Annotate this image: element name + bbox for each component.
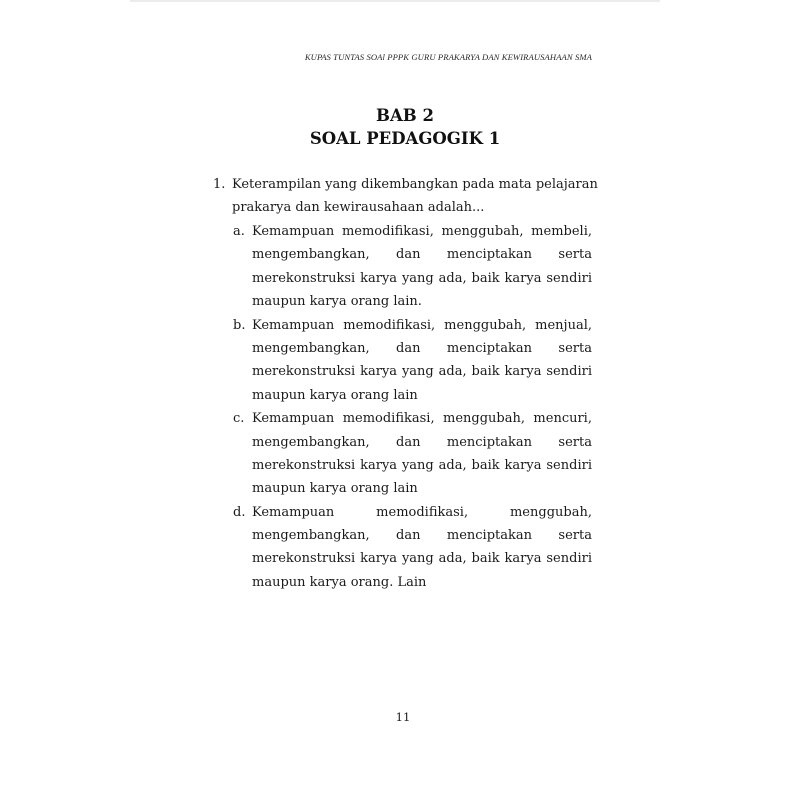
option-word: ada, (438, 551, 467, 567)
option-text-line (252, 243, 592, 266)
option-word: karya (504, 270, 542, 286)
option-text-line (252, 524, 592, 547)
option-word: dan (396, 434, 421, 450)
option-word: menggubah, (509, 504, 592, 520)
question-text-line-2: prakarya dan kewirausahaan adalah... (232, 200, 485, 216)
option-text-line (252, 290, 592, 313)
option-word: merekonstruksi (252, 270, 356, 286)
page-number: 11 (395, 710, 411, 724)
option-word: karya (360, 364, 398, 380)
option-word: yang (401, 364, 434, 380)
option-word: karya (504, 551, 542, 567)
option-label: d. (233, 504, 246, 520)
option-word: karya (360, 551, 398, 567)
option-word: serta (558, 340, 592, 356)
option-word: mengembangkan, (252, 340, 370, 356)
option-label: c. (233, 411, 245, 427)
option-word: mengembangkan, (252, 247, 370, 263)
option-word: maupun karya orang lain (252, 387, 418, 403)
option-word: ada, (438, 364, 467, 380)
option-word: baik (471, 457, 500, 473)
chapter-number: BAB 2 (376, 106, 434, 125)
option-word: memodifikasi, (342, 411, 435, 427)
option-word: maupun karya orang lain. (252, 294, 422, 310)
option-word: maupun karya orang. Lain (252, 574, 427, 590)
option-word: ada, (438, 270, 467, 286)
option-word: dan (396, 340, 421, 356)
option-label: b. (233, 317, 246, 333)
option-word: serta (558, 247, 592, 263)
option-word: menciptakan (446, 247, 533, 263)
option-text-line (252, 571, 592, 594)
option-text-line (252, 360, 592, 383)
option-text-line (252, 267, 592, 290)
option-word: Kemampuan (252, 504, 335, 520)
option-word: mencuri, (533, 411, 592, 427)
answer-option-b (233, 314, 592, 408)
option-word: memodifikasi, (376, 504, 469, 520)
option-word: menciptakan (446, 528, 533, 544)
option-text (252, 220, 592, 314)
option-text-line (252, 431, 592, 454)
option-word: yang (401, 551, 434, 567)
option-word: sendiri (546, 457, 592, 473)
option-text-line (252, 454, 592, 477)
option-word: karya (360, 457, 398, 473)
option-word: dan (396, 247, 421, 263)
option-word: menggubah, (441, 224, 524, 239)
option-word: maupun karya orang lain (252, 481, 418, 497)
question-number: 1. (213, 177, 226, 192)
option-text-line (252, 547, 592, 570)
option-word: sendiri (546, 364, 592, 380)
option-word: baik (471, 551, 500, 567)
answer-option-d (233, 501, 592, 595)
option-word: yang (401, 270, 434, 286)
chapter-title: SOAL PEDAGOGIK 1 (309, 129, 501, 148)
option-word: Kemampuan (252, 317, 335, 333)
option-word: yang (401, 457, 434, 473)
option-word: menggubah, (443, 411, 526, 427)
option-word: sendiri (546, 551, 592, 567)
running-header: KUPAS TUNTAS SOAl PPPK GURU PRAKARYA DAN KEWIRAUSAHAAN SMA (304, 52, 592, 62)
option-text-line (252, 501, 592, 524)
option-word: menciptakan (446, 434, 533, 450)
option-word: menjual, (535, 317, 592, 333)
option-word: menciptakan (446, 340, 533, 356)
option-word: ada, (438, 457, 467, 473)
page-top-edge (130, 0, 660, 2)
option-text-line (252, 220, 592, 243)
option-text-line (252, 314, 592, 337)
answer-option-c (233, 407, 592, 501)
option-word: mengembangkan, (252, 528, 370, 544)
option-label: a. (233, 224, 245, 239)
option-text-line (252, 407, 592, 430)
option-word: serta (558, 434, 592, 450)
option-word: merekonstruksi (252, 457, 356, 473)
option-word: karya (360, 270, 398, 286)
option-word: Kemampuan (252, 224, 335, 239)
option-word: dan (396, 528, 421, 544)
option-word: baik (471, 364, 500, 380)
option-word: Kemampuan (252, 411, 335, 427)
option-word: baik (471, 270, 500, 286)
option-word: membeli, (531, 224, 592, 239)
option-text-line (252, 384, 592, 407)
option-word: memodifikasi, (341, 224, 434, 239)
option-text-line (252, 337, 592, 360)
chapter-heading (195, 104, 615, 150)
option-text (252, 314, 592, 408)
question-text-line-1: Keterampilan yang dikembangkan pada mata pelajaran (232, 177, 598, 192)
option-word: sendiri (546, 270, 592, 286)
option-word: mengembangkan, (252, 434, 370, 450)
option-text (252, 501, 592, 595)
option-word: serta (558, 528, 592, 544)
option-word: karya (504, 457, 542, 473)
option-word: karya (504, 364, 542, 380)
answer-option-a (233, 220, 592, 314)
option-word: merekonstruksi (252, 364, 356, 380)
option-word: memodifikasi, (343, 317, 436, 333)
question-1 (213, 173, 598, 220)
option-text (252, 407, 592, 501)
answer-options (233, 220, 592, 594)
option-word: menggubah, (444, 317, 527, 333)
option-word: merekonstruksi (252, 551, 356, 567)
option-text-line (252, 477, 592, 500)
